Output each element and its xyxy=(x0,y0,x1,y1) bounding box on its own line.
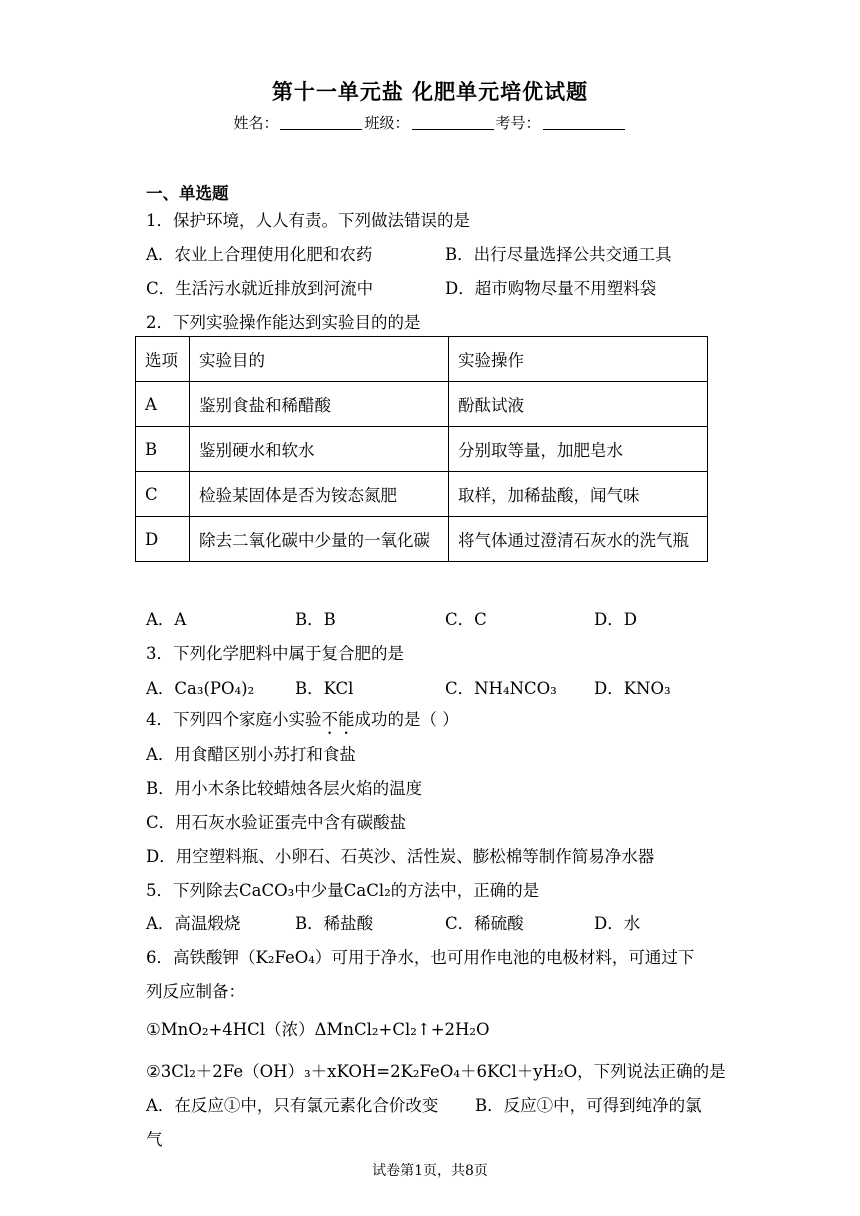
q2-option-c: C．C xyxy=(445,610,487,629)
q5-option-d: D．水 xyxy=(594,914,641,933)
q6-option-a: A．在反应①中，只有氯元素化合价改变 xyxy=(146,1096,439,1115)
exam-number-label: 考号： xyxy=(495,114,541,132)
page-title: 第十一单元盐 化肥单元培优试题 xyxy=(271,79,589,104)
q4-option-d: D．用空塑料瓶、小卵石、石英沙、活性炭、膨松棉等制作简易净水器 xyxy=(146,847,655,866)
q6-reaction-1: ①MnO₂+4HCl（浓）ΔMnCl₂+Cl₂↑+2H₂O xyxy=(146,1020,490,1039)
name-blank[interactable] xyxy=(280,115,362,130)
table-cell: 除去二氧化碳中少量的一氧化碳 xyxy=(190,517,449,562)
table-header-cell: 实验操作 xyxy=(449,337,708,382)
q4-stem-emphasis: 不能 xyxy=(321,710,355,729)
q5-stem: 5．下列除去CaCO₃中少量CaCl₂的方法中，正确的是 xyxy=(146,881,540,900)
q2-option-d: D．D xyxy=(594,610,637,629)
q2-table xyxy=(135,336,708,562)
table-cell: D xyxy=(136,517,190,562)
q4-option-a: A．用食醋区别小苏打和食盐 xyxy=(146,745,356,764)
page-footer: 试卷第1页，共8页 xyxy=(372,1163,488,1179)
q6-stem-line1: 6．高铁酸钾（K₂FeO₄）可用于净水，也可用作电池的电极材料，可通过下 xyxy=(146,948,695,967)
q4-option-c: C．用石灰水验证蛋壳中含有碳酸盐 xyxy=(146,813,407,832)
q3-option-c: C．NH₄NCO₃ xyxy=(445,679,557,698)
table-header-cell: 选项 xyxy=(136,337,190,382)
table-row xyxy=(136,382,708,427)
q4-stem xyxy=(146,706,459,738)
q1-option-c: C．生活污水就近排放到河流中 xyxy=(146,279,374,298)
q1-option-b: B．出行尽量选择公共交通工具 xyxy=(445,245,672,264)
table-cell: 鉴别食盐和稀醋酸 xyxy=(190,382,449,427)
q1-option-a: A．农业上合理使用化肥和农药 xyxy=(146,245,373,264)
table-cell: A xyxy=(136,382,190,427)
class-blank[interactable] xyxy=(412,115,494,130)
table-cell: 鉴别硬水和软水 xyxy=(190,427,449,472)
q3-option-a: A．Ca₃(PO₄)₂ xyxy=(146,679,255,698)
q6-option-b: B．反应①中，可得到纯净的氯 xyxy=(475,1096,702,1115)
q2-option-b: B．B xyxy=(295,610,336,629)
exam-number-blank[interactable] xyxy=(543,115,625,130)
q6-stem-line2: 列反应制备： xyxy=(146,982,245,1001)
q3-option-d: D．KNO₃ xyxy=(594,679,671,698)
q3-option-b: B．KCl xyxy=(295,679,354,698)
q1-stem: 1．保护环境，人人有责。下列做法错误的是 xyxy=(146,211,470,230)
q4-stem-post: 成功的是（ ） xyxy=(354,710,459,729)
q5-option-a: A．高温煅烧 xyxy=(146,914,241,933)
table-cell: 取样，加稀盐酸，闻气味 xyxy=(449,472,708,517)
q1-option-d: D．超市购物尽量不用塑料袋 xyxy=(445,279,657,298)
q5-option-b: B．稀盐酸 xyxy=(295,914,374,933)
student-info-line xyxy=(0,112,860,133)
table-cell: C xyxy=(136,472,190,517)
q3-stem: 3．下列化学肥料中属于复合肥的是 xyxy=(146,644,404,663)
table-cell: 检验某固体是否为铵态氮肥 xyxy=(190,472,449,517)
class-label: 班级： xyxy=(364,114,410,132)
name-label: 姓名： xyxy=(233,114,279,132)
table-cell: B xyxy=(136,427,190,472)
section-heading: 一、单选题 xyxy=(146,184,229,203)
table-header-row xyxy=(136,337,708,382)
table-cell: 将气体通过澄清石灰水的洗气瓶 xyxy=(449,517,708,562)
table-cell: 酚酞试液 xyxy=(449,382,708,427)
table-cell: 分别取等量，加肥皂水 xyxy=(449,427,708,472)
q4-option-b: B．用小木条比较蜡烛各层火焰的温度 xyxy=(146,779,423,798)
q2-stem: 2．下列实验操作能达到实验目的的是 xyxy=(146,313,421,332)
table-row xyxy=(136,427,708,472)
q6-reaction-2: ②3Cl₂＋2Fe（OH）₃＋xKOH=2K₂FeO₄＋6KCl＋yH₂O，下列说法正确的是 xyxy=(146,1062,726,1081)
q2-option-a: A．A xyxy=(146,610,187,629)
table-header-cell: 实验目的 xyxy=(190,337,449,382)
q4-stem-pre: 4．下列四个家庭小实验 xyxy=(146,710,322,729)
q5-option-c: C．稀硫酸 xyxy=(445,914,524,933)
table-row xyxy=(136,517,708,562)
q6-option-b-cont: 气 xyxy=(146,1130,163,1149)
table-row xyxy=(136,472,708,517)
